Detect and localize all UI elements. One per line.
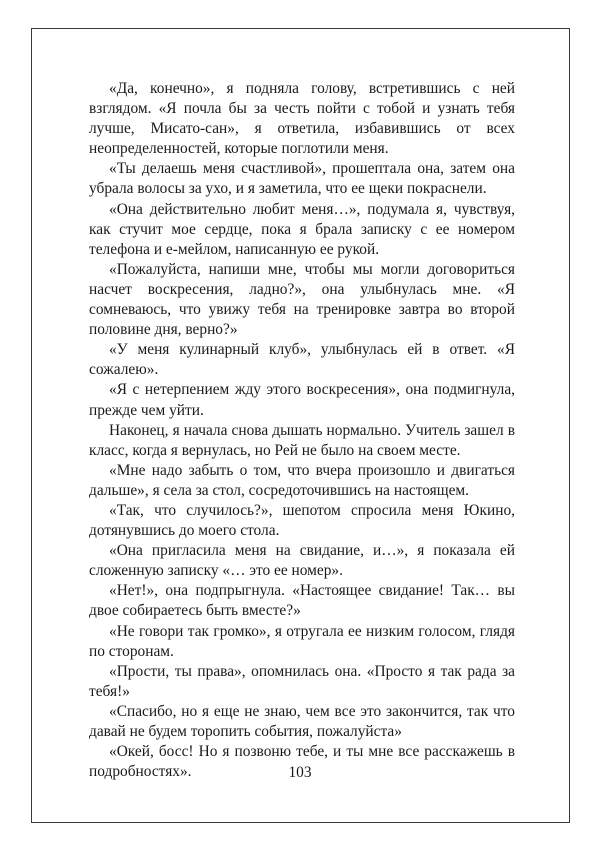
paragraph: «Она пригласила меня на свидание, и…», я показала ей сложенную записку «… это ее номер». — [89, 542, 515, 580]
paragraph: Наконец, я начала снова дышать нормально. Учитель зашел в класс, когда я вернулась, но Рей не было на своем месте. — [89, 421, 515, 459]
paragraph: «Так, что случилось?», шепотом спросила меня Юкино, дотянувшись до моего стола. — [89, 501, 515, 540]
paragraph: «Ты делаешь меня счастливой», прошептала она, затем она убрала волосы за ухо, и я заметила, что ее щеки покраснели. — [89, 160, 515, 198]
paragraph: «Да, конечно», я подняла голову, встретившись с ней взглядом. «Я почла бы за честь пойти с тобой и узнать тебя лучше, Мисато-сан», я ответила, избавившись от всех неопределенностей, которые поглотили меня. — [89, 80, 515, 158]
paragraph: «Она действительно любит меня…», подумала я, чувствуя, как стучит мое сердце, пока я брала записку с ее номером телефона и е-мейлом, написанную ее рукой. — [89, 200, 515, 258]
paragraph: «Окей, босс! Но я позвоню тебе, и ты мне все расскажешь в подробностях». — [89, 743, 515, 781]
paragraph: «Спасибо, но я еще не знаю, чем все это закончится, так что давай не будем торопить события, пожалуйста» — [89, 702, 515, 740]
paragraph: «У меня кулинарный клуб», улыбнулась ей в ответ. «Я сожалею». — [89, 341, 515, 379]
paragraph: «Мне надо забыть о том, что вчера произошло и двигаться дальше», я села за стол, сосредоточившись на настоящем. — [89, 461, 515, 499]
paragraph: «Я с нетерпением жду этого воскресения», она подмигнула, прежде чем уйти. — [89, 381, 515, 419]
paragraph: «Прости, ты права», опомнилась она. «Просто я так рада за тебя!» — [89, 662, 515, 700]
paragraph: «Не говори так громко», я отругала ее низким голосом, глядя по сторонам. — [89, 622, 515, 660]
paragraph: «Пожалуйста, напиши мне, чтобы мы могли договориться насчет воскресения, ладно?», она улыбнулась мне. «Я сомневаюсь, что увижу тебя на тренировке завтра во второй половине дня, верно?» — [89, 260, 515, 339]
paragraph: «Нет!», она подпрыгнула. «Настоящее свидание! Так… вы двое собираетесь быть вместе?» — [89, 582, 515, 620]
page-number: 103 — [288, 764, 312, 781]
page-body — [89, 79, 515, 782]
